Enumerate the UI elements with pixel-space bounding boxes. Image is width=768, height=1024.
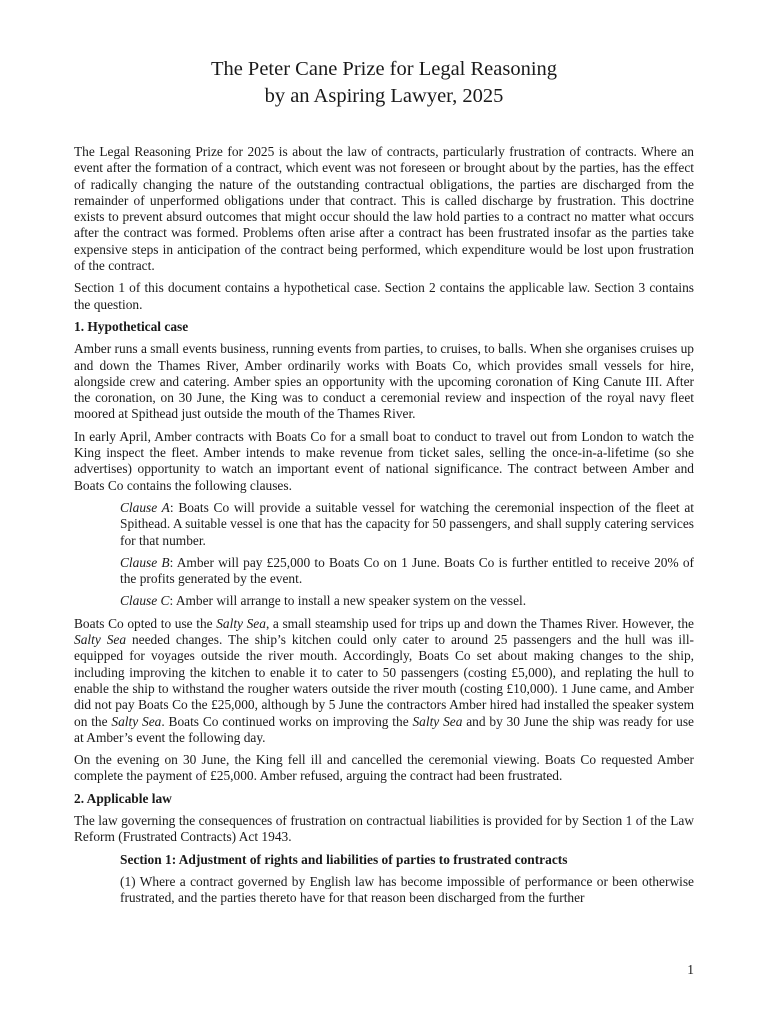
intro-paragraph-1: The Legal Reasoning Prize for 2025 is about the law of contracts, particularly frustration of contracts. Where an event after the formation of a contract, which event was not foreseen or brought about by the parties, has the effect of radically changing the nature of the outstanding contractual obligations, the parties are discharged from the remainder of unperformed obligations under that contract. This is called discharge by frustration. This doctrine exists to prevent absurd outcomes that might occur should the law hold parties to a contract no matter what occurs after the contract was formed. Problems often arise after a contract has been frustrated insofar as the parties take expensive steps in anticipation of the contract being performed, which expenditure would be lost upon frustration of the contract. xyxy=(74,144,694,274)
title-line-1: The Peter Cane Prize for Legal Reasoning xyxy=(210,58,558,80)
document-title xyxy=(74,56,694,110)
clause-c-label: Clause C xyxy=(120,593,170,609)
clause-b xyxy=(120,555,694,588)
clause-a-label: Clause A xyxy=(120,499,170,515)
paragraph-text: needed changes. The ship’s kitchen could only cater to around 25 passengers and the hull was ill-equipped for voyages outside the river mouth. Accordingly, Boats Co set about making changes to the ship, including improving the kitchen to enable it to cater to 50 passengers (costing £5,000), and replating the hull to enable the ship to withstand the rougher waters outside the river mouth (costing £10,000). 1 June came, and Amber did not pay Boats Co the £25,000, although by 5 June the contractors Amber hired had installed the speaker system on the xyxy=(74,632,694,729)
ship-name: Salty Sea xyxy=(216,615,266,631)
section-1-paragraph-2: In early April, Amber contracts with Boats Co for a small boat to conduct to travel out from London to watch the King inspect the fleet. Amber intends to make revenue from ticket sales, selling the once-in-a-lifetime (so she advertises) opportunity to watch an important event of national significance. The contract between Amber and Boats Co contains the following clauses. xyxy=(74,428,694,493)
clause-c-text: : Amber will arrange to install a new speaker system on the vessel. xyxy=(169,593,527,609)
section-2-paragraph-1: The law governing the consequences of frustration on contractual liabilities is provided for by Section 1 of the Law Reform (Frustrated Contracts) Act 1943. xyxy=(74,812,694,845)
clause-b-text: : Amber will pay £25,000 to Boats Co on 1 June. Boats Co is further entitled to receive 20% of the profits generated by the event. xyxy=(120,554,694,587)
section-1-paragraph-4: On the evening on 30 June, the King fell ill and cancelled the ceremonial viewing. Boats Co requested Amber complete the payment of £25,000. Amber refused, arguing the contract had been frustrated. xyxy=(74,752,694,784)
clause-b-label: Clause B xyxy=(120,554,170,570)
statute-subsection-1: (1) Where a contract governed by English law has become impossible of performance or been otherwise frustrated, and the parties thereto have for that reason been discharged from the further xyxy=(120,873,694,906)
ship-name: Salty Sea xyxy=(111,713,162,729)
section-2-heading: 2. Applicable law xyxy=(74,790,172,806)
paragraph-text: and by 30 June the ship was ready for use at Amber’s event the following day. xyxy=(74,713,694,745)
clause-a xyxy=(120,500,694,549)
section-1-paragraph-3 xyxy=(74,616,694,746)
section-1-paragraph-1: Amber runs a small events business, running events from parties, to cruises, to balls. When she organises cruises up and down the Thames River, Amber ordinarily works with Boats Co, which provides small vessels for hire, alongside crew and catering. Amber spies an opportunity with the upcoming coronation of King Canute III. After the coronation, on 30 June, the King was to conduct a ceremonial review and inspection of the royal navy fleet moored at Spithead just outside the mouth of the Thames River. xyxy=(74,341,694,422)
paragraph-text: , a small steamship used for trips up and down the Thames River. However, the xyxy=(265,615,694,631)
ship-name: Salty Sea xyxy=(74,632,127,648)
title-line-2: by an Aspiring Lawyer, 2025 xyxy=(264,85,504,107)
ship-name: Salty Sea xyxy=(412,713,463,729)
section-1-heading: 1. Hypothetical case xyxy=(74,318,189,334)
page-number: 1 xyxy=(687,962,694,977)
clause-c xyxy=(120,593,694,609)
paragraph-text: . Boats Co continued works on improving the xyxy=(161,713,413,729)
intro-paragraph-2: Section 1 of this document contains a hypothetical case. Section 2 contains the applicable law. Section 3 contains the question. xyxy=(74,280,694,312)
clause-a-text: : Boats Co will provide a suitable vessel for watching the ceremonial inspection of the fleet at Spithead. A suitable vessel is one that has the capacity for 50 passengers, and shall supply catering services for that number. xyxy=(120,499,694,548)
statute-section-heading: Section 1: Adjustment of rights and liabilities of parties to frustrated contracts xyxy=(120,851,568,867)
paragraph-text: Boats Co opted to use the xyxy=(74,615,217,631)
